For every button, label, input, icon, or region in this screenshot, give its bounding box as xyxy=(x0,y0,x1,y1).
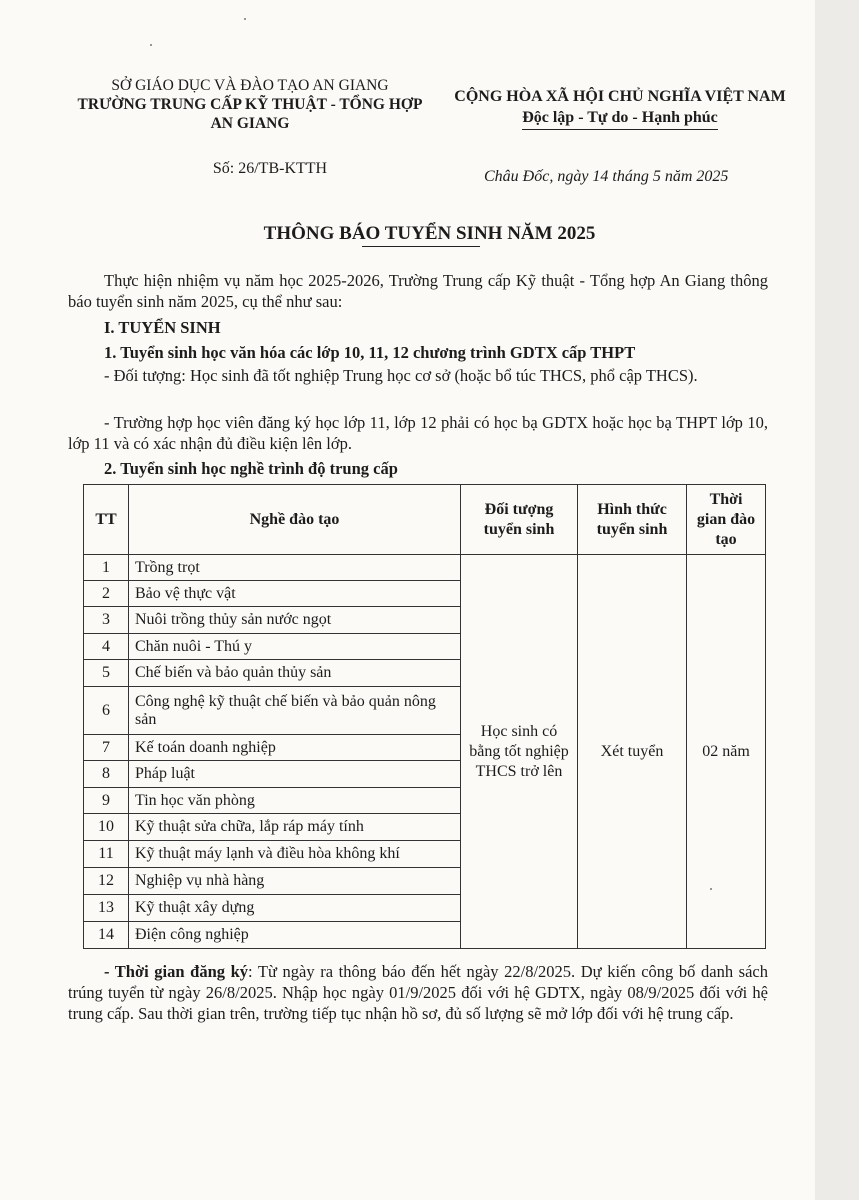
section-heading-1: I. TUYỂN SINH xyxy=(104,318,221,337)
scan-speck xyxy=(150,44,152,46)
requirement-paragraph: - Trường hợp học viên đăng ký học lớp 11, lớp 12 phải có học bạ GDTX hoặc học bạ THPT lớp 10, lớp 11 và có xác nhận đủ điều kiện lên lớp. xyxy=(68,413,768,453)
method-cell: Xét tuyển xyxy=(578,555,687,949)
col-header-program: Nghề đào tạo xyxy=(129,485,461,555)
school-name-line2: AN GIANG xyxy=(210,115,290,132)
program-name: Công nghệ kỹ thuật chế biến và bảo quản nông sản xyxy=(129,687,461,735)
intro-paragraph: Thực hiện nhiệm vụ năm học 2025-2026, Trường Trung cấp Kỹ thuật - Tổng hợp An Giang thông báo tuyển sinh năm 2025, cụ thể như sau: xyxy=(68,271,768,311)
department-name: SỞ GIÁO DỤC VÀ ĐÀO TẠO AN GIANG xyxy=(111,77,389,94)
duration-cell: 02 năm xyxy=(687,555,766,949)
national-motto: Độc lập - Tự do - Hạnh phúc xyxy=(522,107,718,130)
col-header-target: Đối tượng tuyển sinh xyxy=(461,485,578,555)
row-number: 7 xyxy=(84,735,129,761)
row-number: 5 xyxy=(84,660,129,687)
subsection-heading-1: 1. Tuyển sinh học văn hóa các lớp 10, 11, 12 chương trình GDTX cấp THPT xyxy=(104,343,636,362)
program-name: Tin học văn phòng xyxy=(129,788,461,814)
row-number: 4 xyxy=(84,634,129,660)
program-name: Nghiệp vụ nhà hàng xyxy=(129,868,461,895)
row-number: 8 xyxy=(84,761,129,788)
header-right xyxy=(440,86,800,130)
scan-edge-strip xyxy=(815,0,859,1200)
program-name: Nuôi trồng thủy sản nước ngọt xyxy=(129,607,461,634)
program-name: Chăn nuôi - Thú y xyxy=(129,634,461,660)
row-number: 2 xyxy=(84,581,129,607)
title-underline xyxy=(362,246,480,247)
header-left xyxy=(60,76,440,133)
row-number: 9 xyxy=(84,788,129,814)
row-number: 13 xyxy=(84,895,129,922)
document-number: Số: 26/TB-KTTH xyxy=(212,160,328,177)
program-name: Kỹ thuật xây dựng xyxy=(129,895,461,922)
document-title: THÔNG BÁO TUYỂN SINH NĂM 2025 xyxy=(263,223,596,244)
row-number: 10 xyxy=(84,814,129,841)
col-header-tt: TT xyxy=(84,485,129,555)
program-name: Trồng trọt xyxy=(129,555,461,581)
training-programs-table xyxy=(83,484,766,949)
target-paragraph: - Đối tượng: Học sinh đã tốt nghiệp Trung học cơ sở (hoặc bổ túc THCS, phổ cập THCS). xyxy=(104,366,698,385)
registration-text: : Từ ngày ra thông báo đến hết ngày 22/8/2025. Dự kiến công bố danh sách trúng tuyển từ ngày 26/8/2025. Nhập học ngày 01/9/2025 đối với hệ GDTX, ngày 08/9/2025 đối với hệ trung cấp. Sau thời gian trên, trường tiếp tục nhận hồ sơ, đủ số lượng sẽ mở lớp đối với hệ trung cấp. xyxy=(68,962,769,1023)
program-name: Điện công nghiệp xyxy=(129,922,461,949)
program-name: Kỹ thuật sửa chữa, lắp ráp máy tính xyxy=(129,814,461,841)
row-number: 12 xyxy=(84,868,129,895)
target-cell: Học sinh có bằng tốt nghiệp THCS trở lên xyxy=(461,555,578,949)
program-name: Bảo vệ thực vật xyxy=(129,581,461,607)
registration-paragraph xyxy=(68,961,768,1024)
program-name: Pháp luật xyxy=(129,761,461,788)
program-name: Kế toán doanh nghiệp xyxy=(129,735,461,761)
program-name: Kỹ thuật máy lạnh và điều hòa không khí xyxy=(129,841,461,868)
row-number: 11 xyxy=(84,841,129,868)
row-number: 6 xyxy=(84,687,129,735)
table-header-row xyxy=(84,485,766,555)
row-number: 14 xyxy=(84,922,129,949)
col-header-method: Hình thức tuyển sinh xyxy=(578,485,687,555)
scan-speck xyxy=(244,18,246,20)
school-name-line1: TRƯỜNG TRUNG CẤP KỸ THUẬT - TỔNG HỢP xyxy=(77,96,423,113)
registration-label: - Thời gian đăng ký xyxy=(104,962,249,981)
republic-name: CỘNG HÒA XÃ HỘI CHỦ NGHĨA VIỆT NAM xyxy=(454,88,786,105)
table-row xyxy=(84,555,766,581)
place-date: Châu Đốc, ngày 14 tháng 5 năm 2025 xyxy=(484,168,729,185)
row-number: 3 xyxy=(84,607,129,634)
row-number: 1 xyxy=(84,555,129,581)
subsection-heading-2: 2. Tuyển sinh học nghề trình độ trung cấp xyxy=(104,459,398,478)
program-name: Chế biến và bảo quản thủy sản xyxy=(129,660,461,687)
col-header-duration: Thời gian đào tạo xyxy=(687,485,766,555)
